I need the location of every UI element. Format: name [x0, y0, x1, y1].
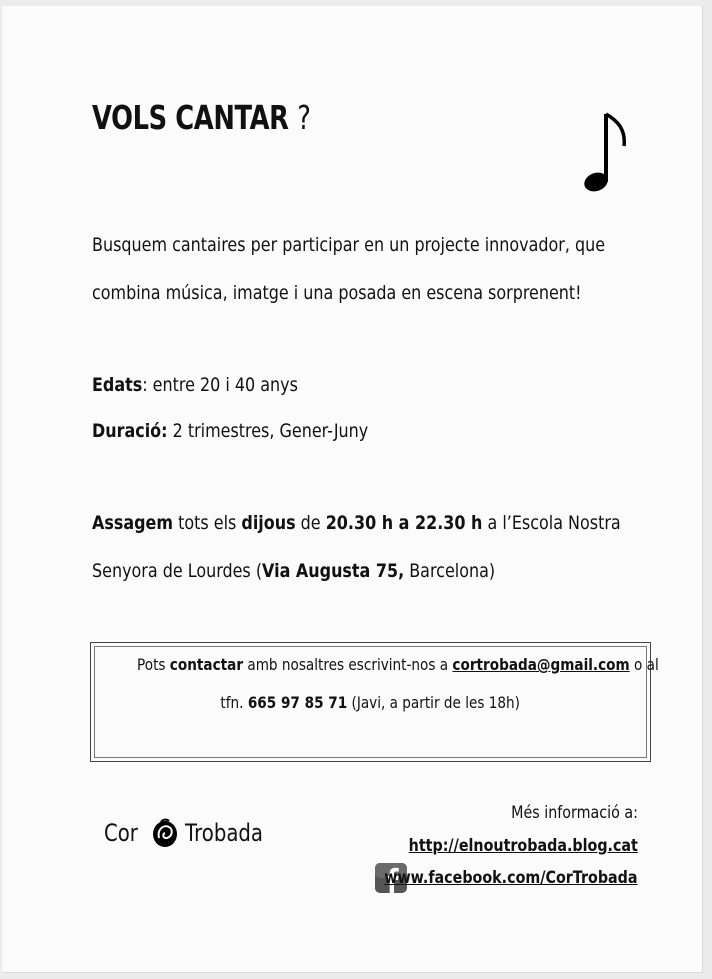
- contact-text-a: Pots: [137, 655, 170, 674]
- title-text: VOLS CANTAR: [92, 98, 289, 137]
- duration-value: 2 trimestres, Gener-Juny: [167, 420, 369, 442]
- rehearsal-day: dijous: [241, 512, 296, 534]
- intro-line-1: Busquem cantaires per participar en un projecte innovador, que: [92, 234, 606, 256]
- more-info-label: Més informació a:: [511, 803, 638, 823]
- logo-text-right: Trobada: [185, 819, 264, 847]
- rehearsal-line-2: [92, 560, 495, 582]
- logo-text-left: Cor: [104, 819, 138, 847]
- cor-trobada-logo: [104, 818, 280, 848]
- contact-box: [90, 642, 659, 762]
- facebook-link[interactable]: www.facebook.com/CorTrobada: [384, 868, 638, 888]
- contact-line-1: [91, 655, 659, 674]
- flyer-title: [92, 98, 310, 137]
- contact-text-f: (Javi, a partir de les 18h): [347, 693, 521, 712]
- ages-label: Edats: [92, 374, 143, 396]
- intro-line-2: combina música, imatge i una posada en escena sorprenent!: [92, 282, 582, 304]
- title-question-mark: ?: [297, 98, 311, 137]
- ages-value: : entre 20 i 40 anys: [142, 374, 298, 396]
- contact-text-d: o al: [629, 655, 659, 674]
- flyer-sheet: [2, 6, 703, 973]
- eighth-note-icon: [582, 106, 632, 196]
- rehearsal-text-3: a l’Escola Nostra: [482, 512, 621, 534]
- contact-phone: 665 97 85 71: [248, 693, 348, 712]
- contact-email-link[interactable]: cortrobada@gmail.com: [452, 655, 630, 674]
- duration-label: Duració:: [92, 420, 168, 442]
- rehearsal-word-assagem: Assagem: [92, 512, 174, 534]
- contact-text-c: amb nosaltres escrivint-nos a: [243, 655, 453, 674]
- contact-text-e: tfn.: [220, 693, 249, 712]
- duration-line: [92, 420, 368, 442]
- rehearsal-text-1: tots els: [173, 512, 242, 534]
- rehearsal-line-1: [92, 512, 621, 534]
- rehearsal-venue: Senyora de Lourdes (: [92, 560, 263, 582]
- contact-keyword: contactar: [169, 655, 244, 674]
- rehearsal-time: 20.30 h a 22.30 h: [325, 512, 483, 534]
- rehearsal-address: Via Augusta 75,: [262, 560, 405, 582]
- blog-link[interactable]: http://elnoutrobada.blog.cat: [408, 836, 638, 856]
- rehearsal-city: Barcelona): [404, 560, 496, 582]
- ages-line: [92, 374, 298, 396]
- contact-line-2: [91, 693, 650, 712]
- cor-trobada-logo-icon: [151, 818, 179, 848]
- rehearsal-text-2: de: [295, 512, 326, 534]
